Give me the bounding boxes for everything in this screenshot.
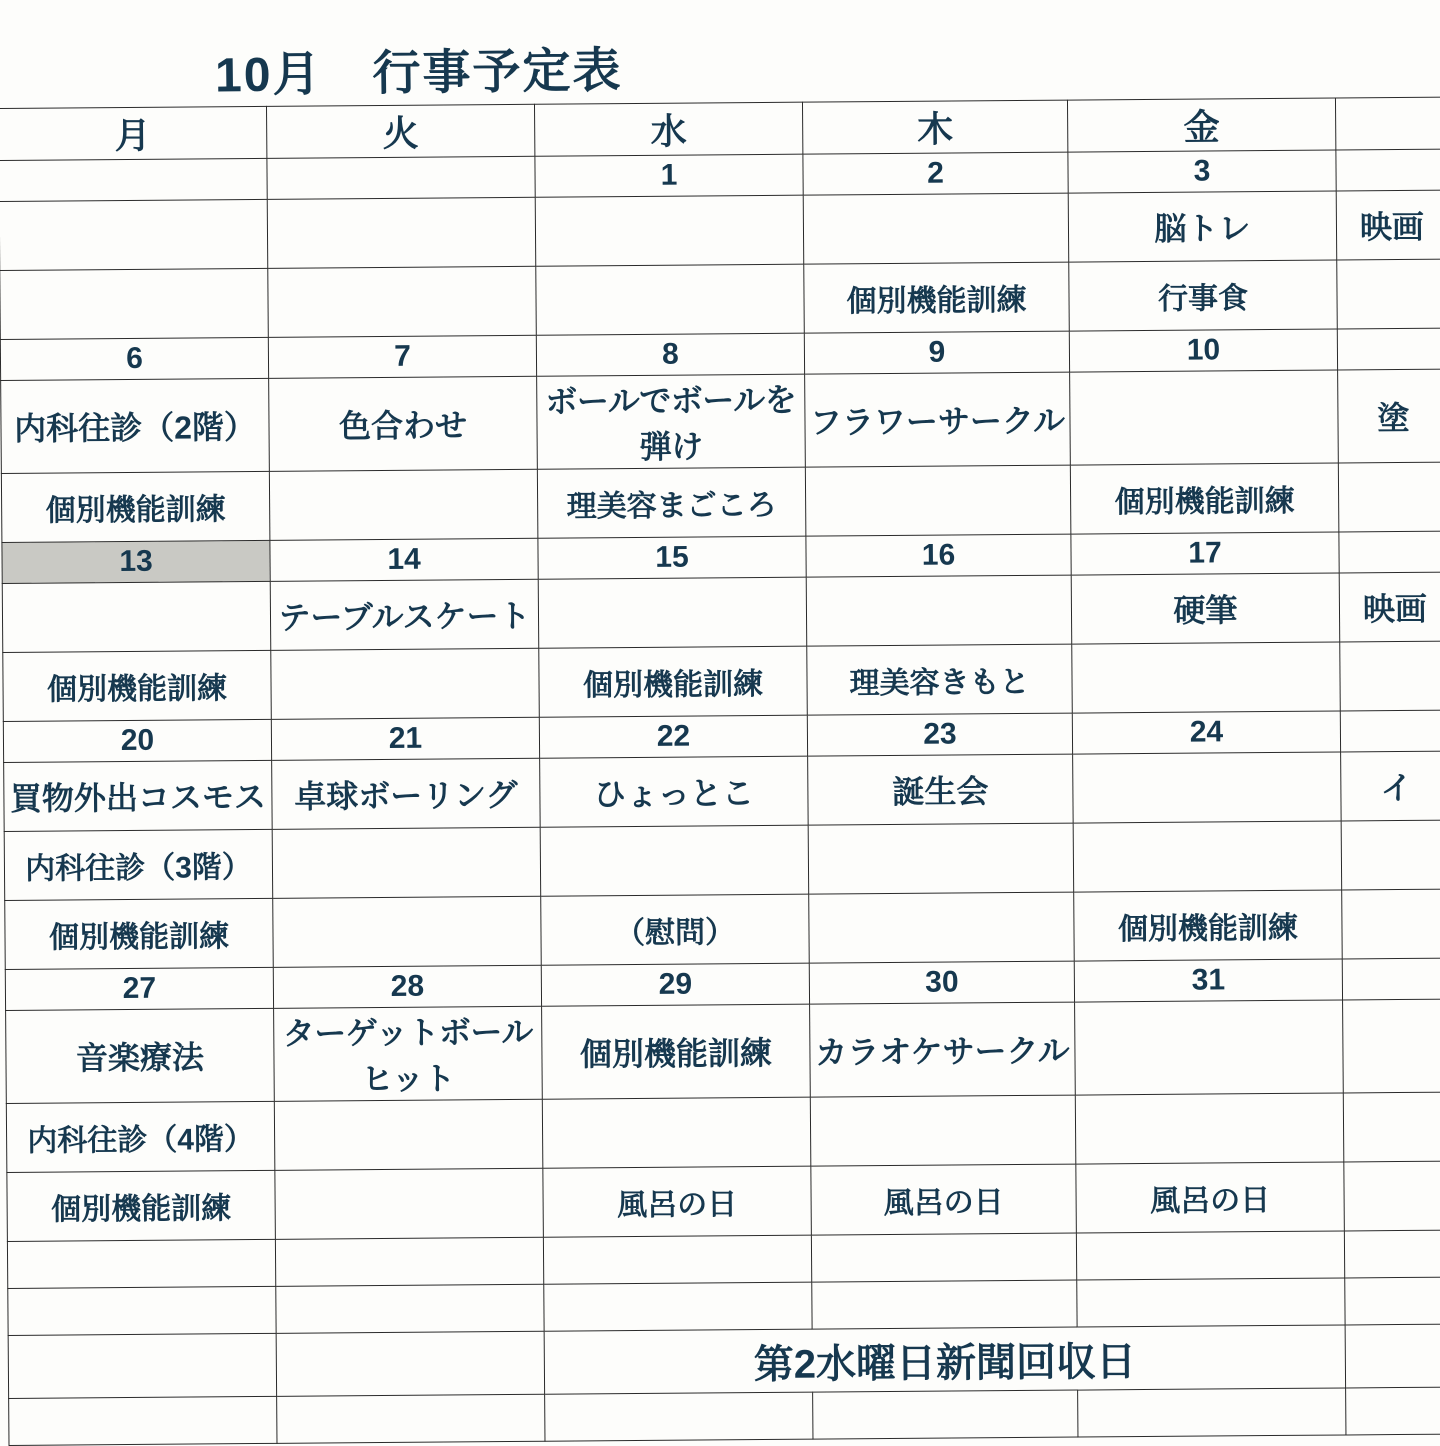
blank-cell [275, 1237, 543, 1286]
date-cell: 23 [807, 713, 1072, 756]
event-row-week4-line1b [4, 820, 1440, 900]
blank-cell [812, 1280, 1077, 1329]
event-cell: 内科往診（4階） [6, 1101, 275, 1172]
date-cell: 7 [268, 335, 536, 378]
event-cell [267, 197, 536, 268]
weekday-cell-tue: 火 [266, 104, 534, 158]
date-cell: 15 [538, 536, 806, 579]
date-cell: 8 [536, 333, 804, 376]
event-cell: 卓球ボーリング [272, 758, 541, 829]
event-cell: 個別機能訓練 [1, 471, 270, 542]
event-cell: 風呂の日 [811, 1164, 1077, 1235]
blank-cell [813, 1390, 1078, 1439]
weekday-cell-wed: 水 [534, 102, 802, 156]
event-cell [810, 1095, 1076, 1166]
event-row-week1-line2 [0, 259, 1440, 339]
event-cell [536, 264, 805, 335]
date-cell: 31 [1074, 959, 1342, 1002]
date-cell [1336, 149, 1440, 191]
event-cell [1073, 752, 1342, 823]
date-cell: 14 [270, 538, 538, 581]
event-cell [542, 1097, 811, 1168]
event-cell: 映画 [1339, 572, 1440, 642]
weekday-cell-thu: 木 [802, 100, 1067, 154]
event-cell [1072, 642, 1341, 713]
blank-cell [277, 1394, 545, 1443]
event-cell: 音楽療法 [6, 1008, 275, 1103]
event-cell: 個別機能訓練 [1074, 890, 1343, 961]
date-cell [1337, 328, 1440, 370]
blank-cell [8, 1286, 276, 1335]
date-cell: 24 [1072, 711, 1340, 754]
event-cell [1344, 1161, 1440, 1231]
event-cell: 硬筆 [1071, 573, 1340, 644]
event-row-week5-line2 [7, 1161, 1440, 1241]
weekday-cell-fri: 金 [1067, 98, 1335, 152]
event-row-week1-line1 [0, 190, 1440, 270]
event-row-week4-line1 [4, 751, 1440, 831]
event-cell: 塗 [1338, 369, 1440, 463]
date-cell: 29 [541, 963, 809, 1006]
date-cell: 20 [3, 719, 271, 762]
event-cell: 個別機能訓練 [7, 1170, 276, 1241]
blank-cell [276, 1284, 544, 1333]
date-cell: 3 [1068, 150, 1336, 193]
event-cell: ひょっとこ [540, 756, 809, 827]
event-cell [273, 896, 542, 967]
event-cell: 買物外出コスモス [4, 760, 273, 831]
event-cell [0, 199, 268, 270]
event-cell [1342, 889, 1440, 959]
date-cell: 6 [0, 337, 268, 380]
event-cell: 個別機能訓練 [1070, 463, 1339, 534]
event-cell [274, 1099, 543, 1170]
footer-note: 第2水曜日新聞回収日 [544, 1325, 1345, 1394]
event-cell [535, 195, 804, 266]
event-cell [269, 469, 538, 540]
event-cell [1075, 1000, 1344, 1095]
event-cell: カラオケサークル [810, 1002, 1076, 1097]
event-cell [809, 892, 1075, 963]
blank-cell [543, 1235, 811, 1284]
date-cell [0, 158, 267, 201]
event-cell: 色合わせ [269, 376, 538, 471]
event-cell [1338, 462, 1440, 532]
event-cell: 個別機能訓練 [804, 262, 1070, 333]
event-cell [806, 575, 1072, 646]
blank-cell [545, 1392, 813, 1441]
weekday-cell-extra [1335, 97, 1440, 150]
blank-cell [9, 1396, 277, 1445]
blank-cell [7, 1239, 275, 1288]
event-cell [540, 825, 809, 896]
event-cell: ターゲットボールヒット [274, 1006, 543, 1101]
event-cell [0, 268, 268, 339]
event-cell [1070, 370, 1339, 465]
event-cell [538, 577, 807, 648]
event-cell [1073, 821, 1342, 892]
event-cell: 個別機能訓練 [539, 646, 808, 717]
date-cell-highlighted: 13 [2, 540, 270, 583]
event-cell: イ [1341, 751, 1440, 821]
date-cell: 17 [1071, 532, 1339, 575]
blank-cell [1077, 1278, 1345, 1327]
event-cell: 行事食 [1069, 260, 1338, 331]
page-title: 10月 行事予定表 [214, 44, 623, 103]
event-cell: 風呂の日 [543, 1166, 812, 1237]
event-cell: （慰問） [541, 894, 810, 965]
event-cell: ボールでボールを弾け [537, 374, 806, 469]
event-row-week2-line1 [1, 369, 1440, 473]
event-cell: テーブルスケート [270, 579, 539, 650]
event-cell: フラワーサークル [805, 372, 1071, 467]
event-cell: 個別機能訓練 [5, 898, 274, 969]
event-cell [1337, 259, 1440, 329]
date-cell: 2 [803, 152, 1068, 195]
event-cell [1343, 1092, 1440, 1162]
event-cell [1075, 1093, 1344, 1164]
blank-cell [811, 1233, 1076, 1282]
event-cell: 理美容まごころ [537, 467, 806, 538]
event-cell [1340, 641, 1440, 711]
event-row-week4-line2 [5, 889, 1440, 969]
event-row-week5-line1 [6, 999, 1440, 1103]
date-cell [267, 156, 535, 199]
event-cell: 個別機能訓練 [3, 650, 272, 721]
blank-cell [1076, 1231, 1344, 1280]
blank-cell [1346, 1387, 1440, 1435]
date-cell: 10 [1069, 329, 1337, 372]
event-cell [808, 823, 1074, 894]
date-cell: 27 [5, 967, 273, 1010]
date-cell: 30 [809, 961, 1074, 1004]
date-cell [1340, 710, 1440, 752]
blank-cell [1344, 1230, 1440, 1278]
schedule-table [0, 97, 1440, 1446]
date-cell [1342, 958, 1440, 1000]
event-cell: 誕生会 [808, 754, 1074, 825]
event-cell [275, 1168, 544, 1239]
date-cell: 22 [539, 715, 807, 758]
event-cell: 映画 [1336, 190, 1440, 260]
event-cell: 風呂の日 [1076, 1162, 1345, 1233]
event-cell [272, 827, 541, 898]
event-cell: 個別機能訓練 [542, 1004, 811, 1099]
blank-cell [1345, 1277, 1440, 1325]
blank-cell [544, 1282, 812, 1331]
event-cell: 内科往診（2階） [1, 378, 270, 473]
blank-cell [1345, 1324, 1440, 1388]
event-cell [2, 581, 271, 652]
event-cell [805, 465, 1071, 536]
blank-row [9, 1387, 1440, 1445]
event-cell: 理美容きもと [807, 644, 1073, 715]
blank-cell [276, 1331, 544, 1396]
date-cell: 28 [273, 965, 541, 1008]
date-cell: 16 [806, 534, 1071, 577]
event-row-week5-line1b [6, 1092, 1440, 1172]
event-row-week3-line2 [3, 641, 1440, 721]
event-row-week2-line2 [1, 462, 1440, 542]
event-cell [1341, 820, 1440, 890]
footer-note-row [8, 1324, 1440, 1398]
event-cell [1343, 999, 1440, 1093]
date-cell [1339, 531, 1440, 573]
date-cell: 1 [535, 154, 803, 197]
blank-cell [8, 1333, 276, 1398]
event-cell [268, 266, 537, 337]
date-cell: 9 [804, 331, 1069, 374]
event-row-week3-line1 [2, 572, 1440, 652]
weekday-cell-mon: 月 [0, 106, 267, 160]
event-cell: 脳トレ [1068, 191, 1337, 262]
event-cell: 内科往診（3階） [4, 829, 273, 900]
event-cell [803, 193, 1069, 264]
event-cell [271, 648, 540, 719]
blank-cell [1078, 1388, 1346, 1437]
date-cell: 21 [271, 717, 539, 760]
